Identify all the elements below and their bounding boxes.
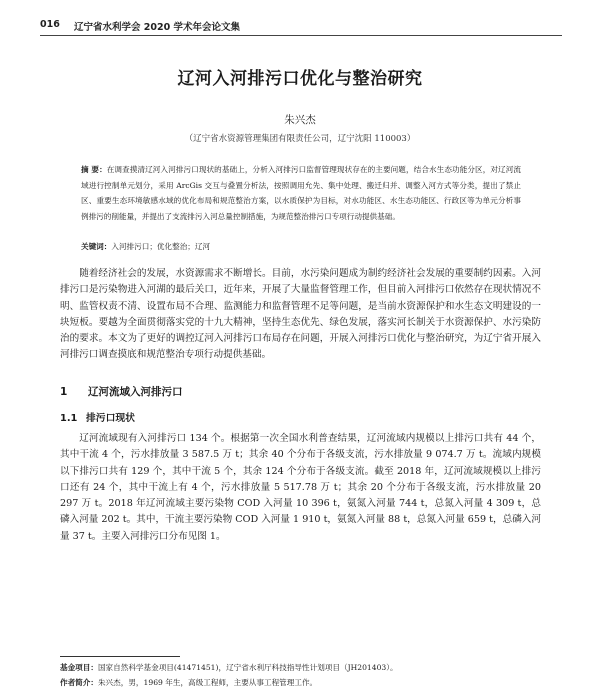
paper-title: 辽河入河排污口优化与整治研究	[177, 69, 423, 89]
subsection-number: 1.1	[60, 413, 78, 424]
keywords-label: 关键词：	[81, 242, 112, 251]
intro-paragraph: 随着经济社会的发展，水资源需求不断增长。目前，水污染问题成为制约经济社会发展的重要制约因素。入河排污口是污染物进入河湖的最后关口，近年来，开展了大量监督管理工作，但目前入河排污口依然存在现状情况不明、监管权责不清、设置布局不合理、监测能力和监督管理不足等问题，是当前水资源保护和水生态文明建设的一块短板。要越为全面贯彻落实党的十九大精神，坚持生态优先、绿色发展，落实河长制关于水资源保护、水污染防治的要求。本文为了更好的调控辽河入河排污口布局存在问题，开展入河排污口优化与整治研究，为辽宁省开展入河排污口调查摸底和规范整治专项行动提供基础。	[60, 268, 541, 361]
subsection-title: 排污口现状	[86, 413, 135, 424]
keywords	[81, 241, 521, 252]
running-title: 辽宁省水利学会 2020 学术年会论文集	[74, 22, 241, 33]
fund-text: 国家自然科学基金项目(41471451)，辽宁省水利厅科技指导性计划项目（JH201403）。	[97, 663, 398, 672]
header-rule	[40, 35, 562, 36]
section-number: 1	[60, 386, 68, 398]
abstract-label: 摘 要：	[81, 165, 107, 174]
abstract	[81, 162, 521, 224]
section-title: 辽河流域入河排污口	[88, 386, 183, 398]
footnote-fund	[60, 662, 550, 673]
fund-label: 基金项目：	[60, 663, 98, 672]
section-heading-1	[60, 384, 183, 399]
page-number: 016	[40, 19, 60, 30]
author-name: 朱兴杰	[284, 114, 316, 126]
keywords-text: 入河排污口；优化整治；辽河	[111, 242, 211, 251]
subsection-heading-1-1	[60, 410, 135, 424]
abstract-text: 在调查摸清辽河入河排污口现状的基础上，分析入河排污口监督管理现状存在的主要问题，结合水生态功能分区，对辽河流域进行控制单元划分，采用 ArcGis 交互与叠置分析法，按照调用允先、集中处理、搬迁归并、调整入河方式等分类，提出了禁止区、重要生态环境敏感水域的优化布局和规范整治方案，以水质保护为目标，对水功能区、水生态功能区、行政区等为单元分析事例排污的削能量，并提出了支流排污入河总量控制措施，为规范整治排污口专项行动提供基础。	[81, 165, 521, 221]
footnote-author	[60, 677, 550, 688]
author-affiliation: （辽宁省水资源管理集团有限责任公司，辽宁沈阳 110003）	[184, 134, 416, 144]
outfall-status-paragraph: 辽河流域现有入河排污口 134 个。根据第一次全国水利普查结果，辽河流域内规模以上排污口共有 44 个，其中干流 4 个，污水排放量 3 587.5 万 t；其余 40 个分布于各级支流，污水排放量 9 074.7 万 t。流域内规模以下排污口共有 129 个，其中干流 5 个，其余 124 个分布于各级支流。截至 2018 年，辽河流域规模以上排污口还有 24 个，其中干流上有 4 个，污水排放量 5 517.78 万 t；其余 20 个分布于各级支流，污水排放量 20 297 万 t。2018 年辽河流域主要污染物 COD 入河量 10 396 t，氨氮入河量 744 t，总氮入河量 4 309 t，总磷入河量 202 t。其中，干流主要污染物 COD 入河量 1 910 t，氨氮入河量 88 t，总氮入河量 659 t，总磷入河量 37 t。主要入河排污口分布见图 1。	[60, 433, 541, 542]
running-header	[40, 19, 562, 39]
author-bio-label: 作者简介：	[60, 678, 98, 687]
author-bio-text: 朱兴杰，男，1969 年生，高级工程师，主要从事工程管理工作。	[97, 678, 318, 687]
footnote-rule	[60, 656, 180, 657]
